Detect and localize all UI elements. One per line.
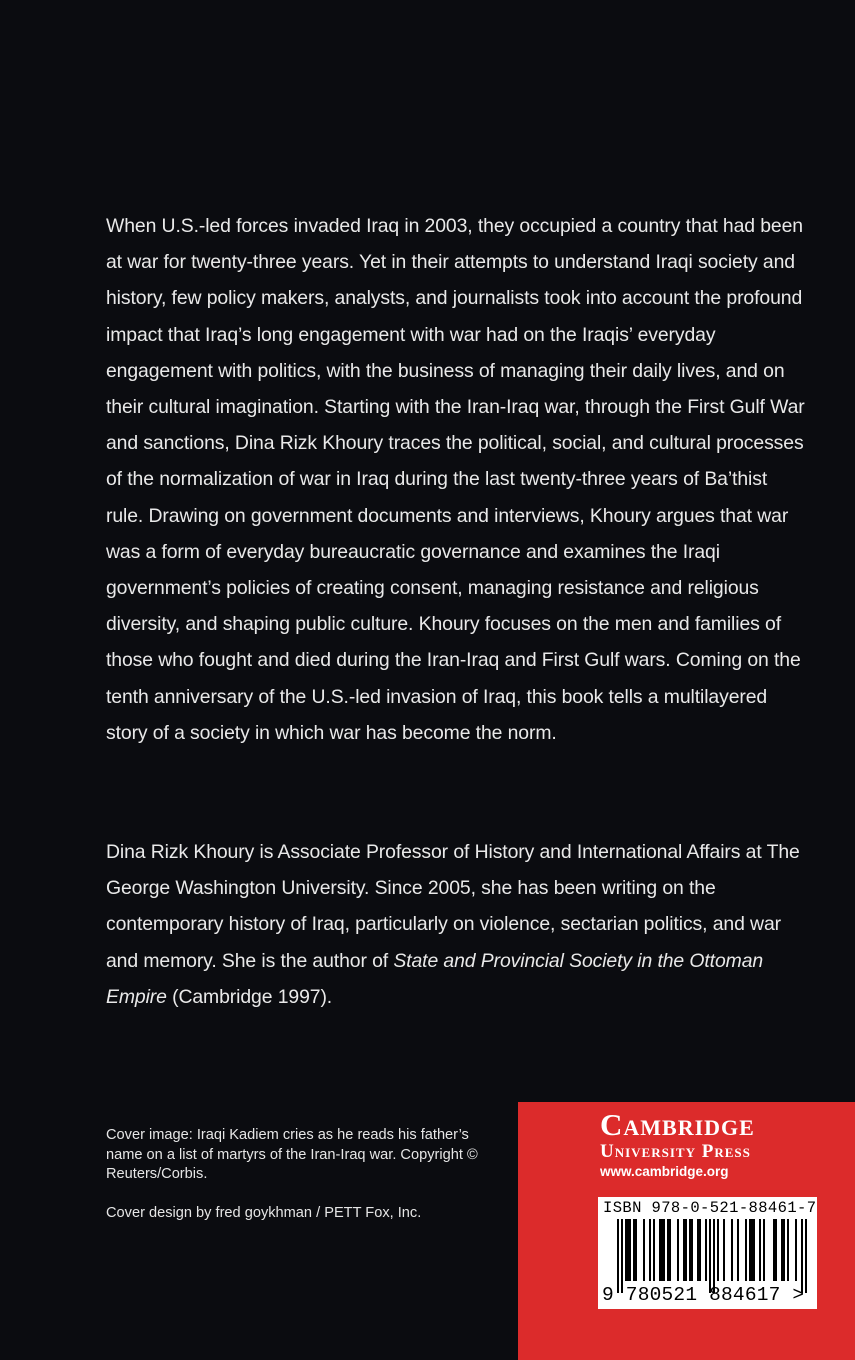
barcode-bar — [691, 1219, 693, 1281]
publisher-name: Cambridge — [600, 1107, 755, 1142]
publisher-subtitle: University Press — [600, 1141, 751, 1162]
barcode-bar — [773, 1219, 775, 1281]
isbn-label: ISBN 978-0-521-88461-7 — [603, 1199, 817, 1217]
barcode-bar — [731, 1219, 733, 1281]
barcode-bar — [661, 1219, 663, 1281]
author-bio-text: Dina Rizk Khoury is Associate Professor of History and International Affairs at The George Washington University. Since 2005, she has been writing on the contemporary history of Iraq, particularly on violence, sectarian politics, and war and memory. She is the author of — [106, 841, 800, 972]
barcode-bar — [677, 1219, 679, 1281]
barcode-bar — [653, 1219, 655, 1281]
barcode-bar — [689, 1219, 691, 1281]
barcode-bar — [663, 1219, 665, 1281]
barcode-bar — [763, 1219, 765, 1281]
barcode-bar — [629, 1219, 631, 1281]
barcode-bar — [649, 1219, 651, 1281]
barcode-bar — [723, 1219, 725, 1281]
barcode-bar — [709, 1219, 711, 1293]
barcode-bar — [625, 1219, 627, 1281]
barcode-bar — [685, 1219, 687, 1281]
barcode-bar — [659, 1219, 661, 1281]
barcode-bar — [787, 1219, 789, 1281]
barcode-bar — [635, 1219, 637, 1281]
barcode-bar — [617, 1219, 619, 1293]
barcode-bar — [683, 1219, 685, 1281]
barcode-bar — [705, 1219, 707, 1281]
book-title-reference: State and Provincial Society in the Ottoman Empire — [106, 949, 764, 1008]
barcode-bar — [775, 1219, 777, 1281]
author-bio-citation: (Cambridge 1997). — [166, 985, 333, 1008]
barcode-bar — [805, 1219, 807, 1293]
publisher-url: www.cambridge.org — [600, 1164, 729, 1179]
barcode-digits: 9 780521 884617 > — [602, 1284, 805, 1306]
barcode-bar — [781, 1219, 783, 1281]
barcode-block — [598, 1197, 817, 1309]
barcode-bar — [669, 1219, 671, 1281]
barcode-bar — [699, 1219, 701, 1281]
barcode-bar — [759, 1219, 761, 1281]
author-bio — [106, 834, 806, 1015]
book-description: When U.S.-led forces invaded Iraq in 2003, they occupied a country that had been at war for twenty-three years. Yet in their attempts to understand Iraqi society and history, few policy makers, analysts, and journalists took into account the profound impact that Iraq’s long engagement with war had on the Iraqis’ everyday engagement with politics, with the business of managing their daily lives, and on their cultural imagination. Starting with the Iran-Iraq war, through the First Gulf War and sanctions, Dina Rizk Khoury traces the political, social, and cultural processes of the normalization of war in Iraq during the last twenty-three years of Ba’thist rule. Drawing on government documents and interviews, Khoury argues that war was a form of everyday bureaucratic governance and examines the Iraqi government’s policies of creating consent, managing resistance and religious diversity, and shaping public culture. Khoury focuses on the men and families of those who fought and died during the Iran-Iraq and First Gulf wars. Coming on the tenth anniversary of the U.S.-led invasion of Iraq, this book tells a multilayered story of a society in which war has become the norm. — [106, 215, 805, 744]
barcode-bar — [621, 1219, 623, 1293]
publisher-logo — [600, 1108, 755, 1181]
barcode-bar — [795, 1219, 797, 1281]
publisher-panel — [518, 1102, 855, 1360]
barcode-bar — [667, 1219, 669, 1281]
barcode-bar — [753, 1219, 755, 1281]
barcode-bar — [751, 1219, 753, 1281]
barcode-bar — [717, 1219, 719, 1281]
barcode-bar — [697, 1219, 699, 1281]
barcode-bar — [745, 1219, 747, 1281]
barcode-bar — [737, 1219, 739, 1281]
barcode-bar — [643, 1219, 645, 1281]
barcode-bar — [801, 1219, 803, 1293]
cover-design-credit: Cover design by fred goykhman / PETT Fox, Inc. — [106, 1205, 422, 1221]
barcode-bar — [713, 1219, 715, 1293]
barcode-bar — [627, 1219, 629, 1281]
cover-image-credit: Cover image: Iraqi Kadiem cries as he reads his father’s name on a list of martyrs of the Iran-Iraq war. Copyright © Reuters/Corbis. — [106, 1127, 478, 1182]
barcode-bar — [749, 1219, 751, 1281]
barcode-bar — [783, 1219, 785, 1281]
barcode-bar — [633, 1219, 635, 1281]
